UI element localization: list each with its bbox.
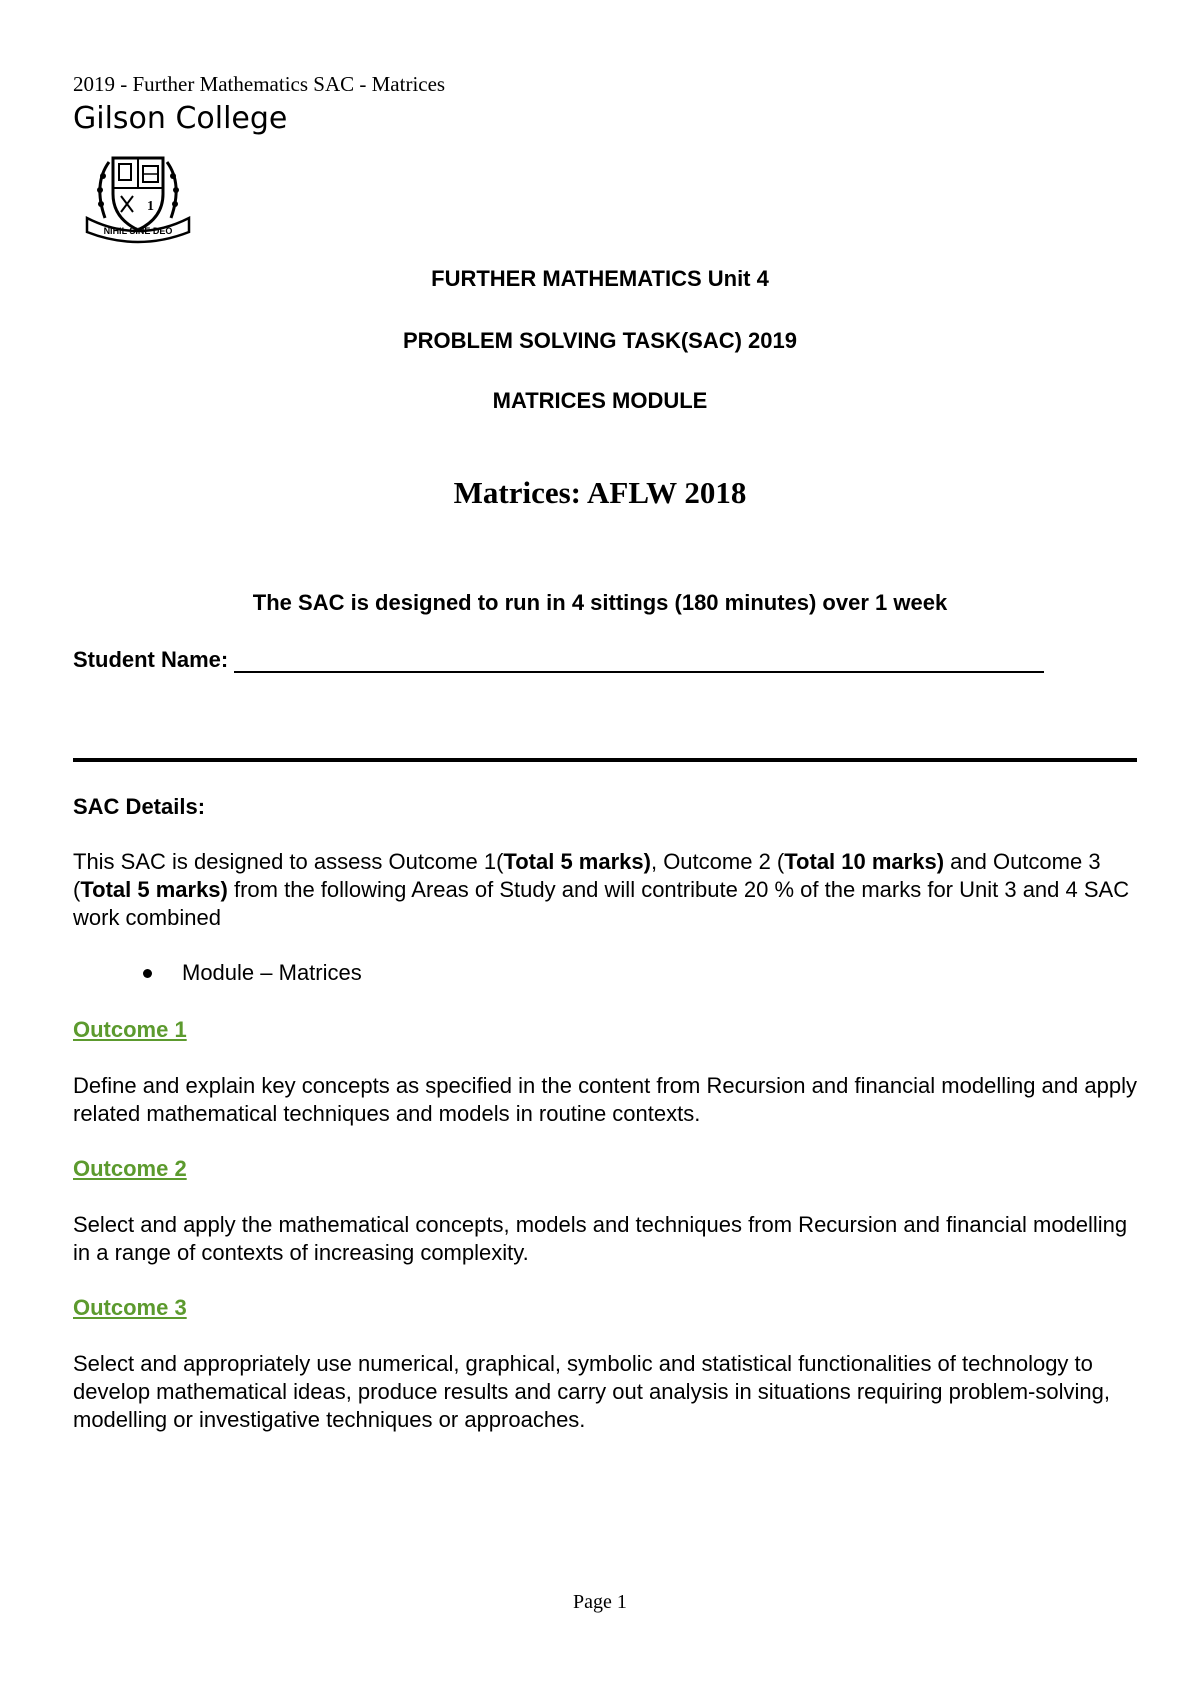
outcome-3-heading: Outcome 3 — [73, 1295, 187, 1320]
main-title: Matrices: AFLW 2018 — [453, 475, 747, 510]
outcome-2-text: Select and apply the mathematical concepts, models and techniques from Recursion and financial modelling in a range of contexts of increasing complexity. — [73, 1212, 1128, 1265]
outcome-1-heading: Outcome 1 — [73, 1017, 187, 1042]
student-name-label: Student Name: — [73, 647, 229, 672]
running-header: 2019 - Further Mathematics SAC - Matrices — [73, 72, 446, 96]
outcome-2-heading: Outcome 2 — [73, 1156, 187, 1181]
college-name: Gilson College — [73, 101, 288, 136]
sac-details-paragraph: This SAC is designed to assess Outcome 1(Total 5 marks), Outcome 2 (Total 10 marks) and Outcome 3 (Total 5 marks) from the following Areas of Study and will contribute 20 % of the marks for Unit 3 and 4 SAC work combined — [73, 849, 1130, 930]
student-name-blank-line[interactable] — [234, 651, 1044, 673]
sac-details-label: SAC Details: — [73, 794, 206, 819]
title-line-1: FURTHER MATHEMATICS Unit 4 — [431, 266, 769, 291]
bullet-dot-icon — [143, 969, 152, 978]
title-line-3: MATRICES MODULE — [492, 388, 708, 413]
crest-motto: NIHIL SINE DEO — [103, 226, 173, 236]
outcome-1-text: Define and explain key concepts as specified in the content from Recursion and financial modelling and apply related mathematical techniques and models in routine contexts. — [73, 1073, 1137, 1126]
page-number: Page 1 — [573, 1591, 627, 1613]
student-name-row — [73, 647, 1044, 673]
module-bullet-text: Module – Matrices — [182, 960, 362, 985]
outcome-3-text: Select and appropriately use numerical, graphical, symbolic and statistical functionalities of technology to develop mathematical ideas, produce results and carry out analysis in situations requiring problem-solving, modelling or investigative techniques or approaches. — [73, 1351, 1110, 1432]
section-divider — [73, 758, 1137, 762]
title-line-2: PROBLEM SOLVING TASK(SAC) 2019 — [402, 328, 797, 353]
crest-shield-number: 1 — [147, 199, 154, 214]
sittings-note: The SAC is designed to run in 4 sittings (180 minutes) over 1 week — [252, 590, 948, 615]
module-bullet — [143, 959, 362, 987]
college-crest-icon — [83, 148, 193, 244]
